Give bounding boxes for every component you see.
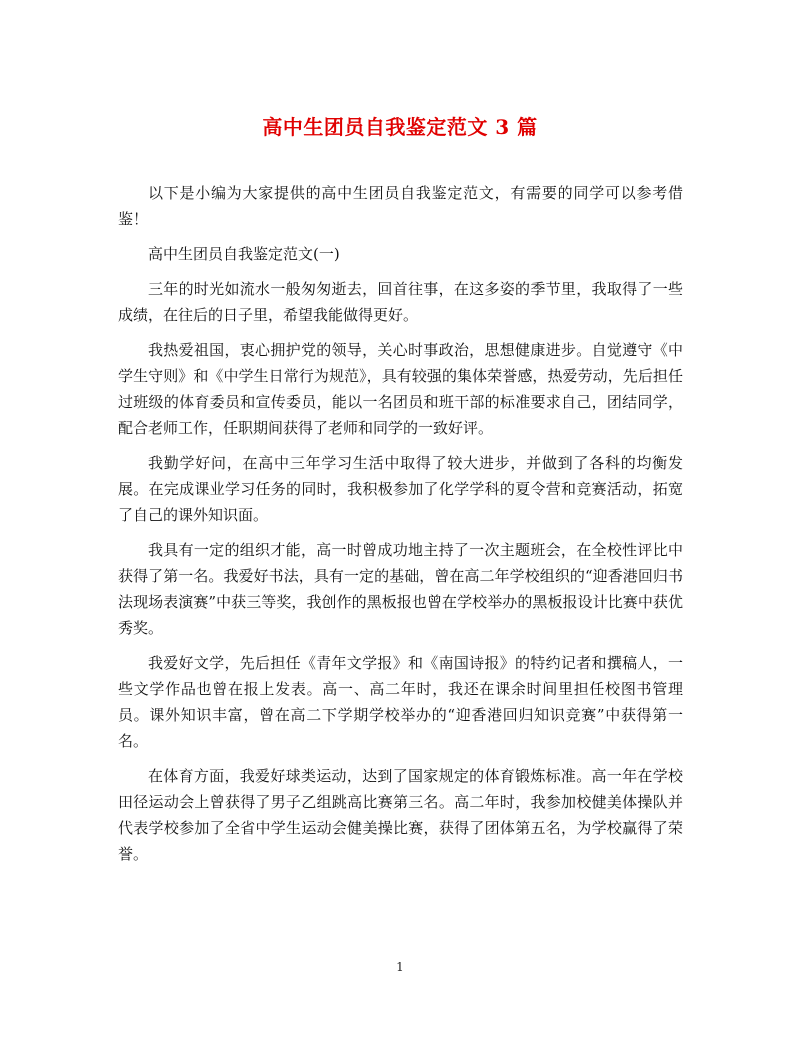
document-body bbox=[118, 180, 683, 876]
body-paragraph: 三年的时光如流水一般匆匆逝去，回首往事，在这多姿的季节里，我取得了一些成绩，在往后的日子里，希望我能做得更好。 bbox=[118, 280, 683, 324]
body-paragraph: 我勤学好问，在高中三年学习生活中取得了较大进步，并做到了各科的均衡发展。在完成课业学习任务的同时，我积极参加了化学学科的夏令营和竞赛活动，拓宽了自己的课外知识面。 bbox=[118, 454, 683, 524]
body-paragraph: 我热爱祖国，衷心拥护党的领导，关心时事政治，思想健康进步。自觉遵守《中学生守则》和《中学生日常行为规范》，具有较强的集体荣誉感，热爱劳动，先后担任过班级的体育委员和宣传委员，能以一名团员和班干部的标准要求自己，团结同学，配合老师工作，任职期间获得了老师和同学的一致好评。 bbox=[118, 341, 683, 437]
intro-paragraph: 以下是小编为大家提供的高中生团员自我鉴定范文，有需要的同学可以参考借鉴！ bbox=[118, 184, 683, 228]
body-paragraph: 我具有一定的组织才能，高一时曾成功地主持了一次主题班会，在全校性评比中获得了第一名。我爱好书法，具有一定的基础，曾在高二年学校组织的“迎香港回归书法现场表演赛”中获三等奖，我创作的黑板报也曾在学校举办的黑板报设计比赛中获优秀奖。 bbox=[118, 541, 683, 637]
body-paragraph: 在体育方面，我爱好球类运动，达到了国家规定的体育锻炼标准。高一年在学校田径运动会上曾获得了男子乙组跳高比赛第三名。高二年时，我参加校健美体操队并代表学校参加了全省中学生运动会健美操比赛，获得了团体第五名，为学校赢得了荣誉。 bbox=[118, 767, 683, 863]
document-title: 高中生团员自我鉴定范文 3 篇 bbox=[262, 115, 538, 139]
page-number: 1 bbox=[396, 960, 404, 974]
body-paragraph: 我爱好文学，先后担任《青年文学报》和《南国诗报》的特约记者和撰稿人，一些文学作品也曾在报上发表。高一、高二年时，我还在课余时间里担任校图书管理员。课外知识丰富，曾在高二下学期学校举办的“迎香港回归知识竞赛”中获得第一名。 bbox=[118, 654, 683, 750]
section-heading: 高中生团员自我鉴定范文(一) bbox=[148, 245, 340, 263]
